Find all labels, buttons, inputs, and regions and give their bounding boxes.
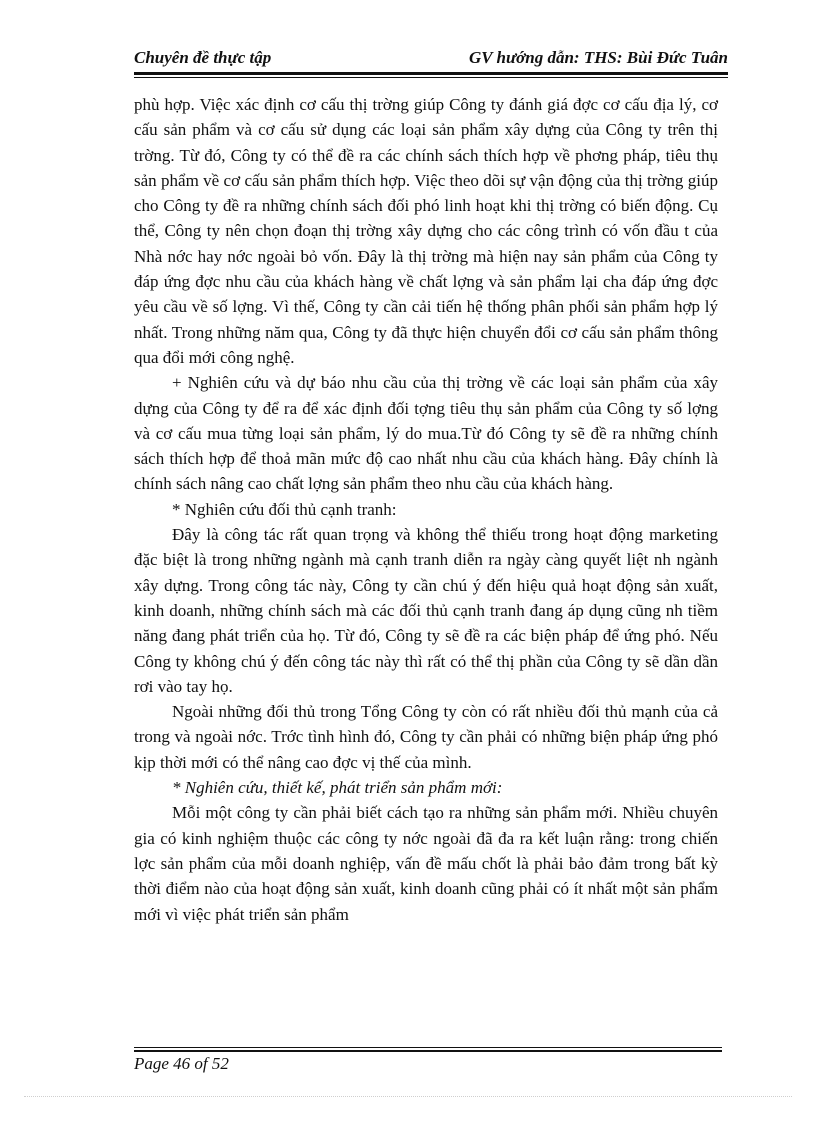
page-number: Page 46 of 52 (134, 1054, 229, 1073)
header-advisor: GV hướng dẫn: THS: Bùi Đức Tuân (468, 48, 728, 67)
paragraph-domestic-foreign-competitors: Ngoài những đối thủ trong Tổng Công ty còn có rất nhiều đối thủ mạnh của cả trong và ngoài nớc. Trớc tình hình đó, Công ty cần phải có những biện pháp ứng phó kịp thời mới có thể nâng cao đợc vị thế của mình. (134, 702, 718, 772)
footer-rule-thick (134, 1050, 722, 1052)
heading-competitor-research: * Nghiên cứu đối thủ cạnh tranh: (172, 499, 397, 519)
header-rule-thin (134, 77, 728, 78)
page-header (134, 48, 728, 72)
paragraph-new-products: Mỗi một công ty cần phải biết cách tạo ra những sản phẩm mới. Nhiều chuyên gia có kinh nghiệm thuộc các công ty nớc ngoài đã đa ra kết luận rằng: trong chiến lợc sản phẩm của mỗi doanh nghiệp, vấn đề mấu chốt là phải bảo đảm trong bất kỳ thời điểm nào của hoạt động sản xuất, kinh doanh cũng phải có ít nhất một sản phẩm mới vì việc phát triển sản phẩm (134, 803, 718, 924)
header-title: Chuyên đề thực tập (134, 48, 272, 67)
footer-rule-thin (134, 1047, 722, 1048)
heading-new-product-development: * Nghiên cứu, thiết kế, phát triển sản phẩm mới: (172, 778, 503, 798)
document-body (134, 92, 718, 927)
page-edge-divider (24, 1096, 792, 1097)
paragraph-market-structure: phù hợp. Việc xác định cơ cấu thị trờng giúp Công ty đánh giá đợc cơ cấu địa lý, cơ cấu sản phẩm và cơ cấu sử dụng các loại sản phẩm xây dựng của Công ty trên thị trờng. Từ đó, Công ty có thể đề ra các chính sách thích hợp về phơng pháp, tiêu thụ sản phẩm về cơ cấu sản phẩm thích hợp. Việc theo dõi sự vận động của thị trờng giúp cho Công ty đề ra những chính sách đối phó linh hoạt khi thị trờng có biến động. Cụ thể, Công ty nên chọn đoạn thị trờng xây dựng cho các công trình có vốn đầu t của Nhà nớc hay nớc ngoài bỏ vốn. Đây là thị trờng mà hiện nay sản phẩm của Công ty đáp ứng đợc nhu cầu của khách hàng về chất lợng và sản phẩm lại cha đáp ứng đợc yêu cầu về số lợng. Vì thế, Công ty cần cải tiến hệ thống phân phối sản phẩm hợp lý nhất. Trong những năm qua, Công ty đã thực hiện chuyển đổi cơ cấu sản phẩm thông qua đổi mới công nghệ. (134, 95, 718, 367)
paragraph-demand-research: + Nghiên cứu và dự báo nhu cầu của thị trờng về các loại sản phẩm của xây dựng của Công ty để ra để xác định đối tợng tiêu thụ sản phẩm của Công ty số lợng và cơ cấu mua từng loại sản phẩm, lý do mua.Từ đó Công ty sẽ đề ra những chính sách thích hợp để thoả mãn mức độ cao nhất nhu cầu của khách hàng. Đây chính là chính sách nâng cao chất lợng sản phẩm theo nhu cầu của khách hàng. (134, 373, 718, 494)
header-rule-thick (134, 72, 728, 75)
paragraph-competitor-analysis: Đây là công tác rất quan trọng và không thể thiếu trong hoạt động marketing đặc biệt là trong những ngành mà cạnh tranh diễn ra ngày càng quyết liệt nh ngành xây dựng. Trong công tác này, Công ty cần chú ý đến hiệu quả hoạt động sản xuất, kinh doanh, những chính sách mà các đối thủ cạnh tranh đang áp dụng cũng nh tiềm năng đang phát triển của họ. Từ đó, Công ty sẽ đề ra các biện pháp để ứng phó. Nếu Công ty không chú ý đến công tác này thì rất có thể thị phần của Công ty sẽ dần dần rơi vào tay họ. (134, 525, 718, 696)
